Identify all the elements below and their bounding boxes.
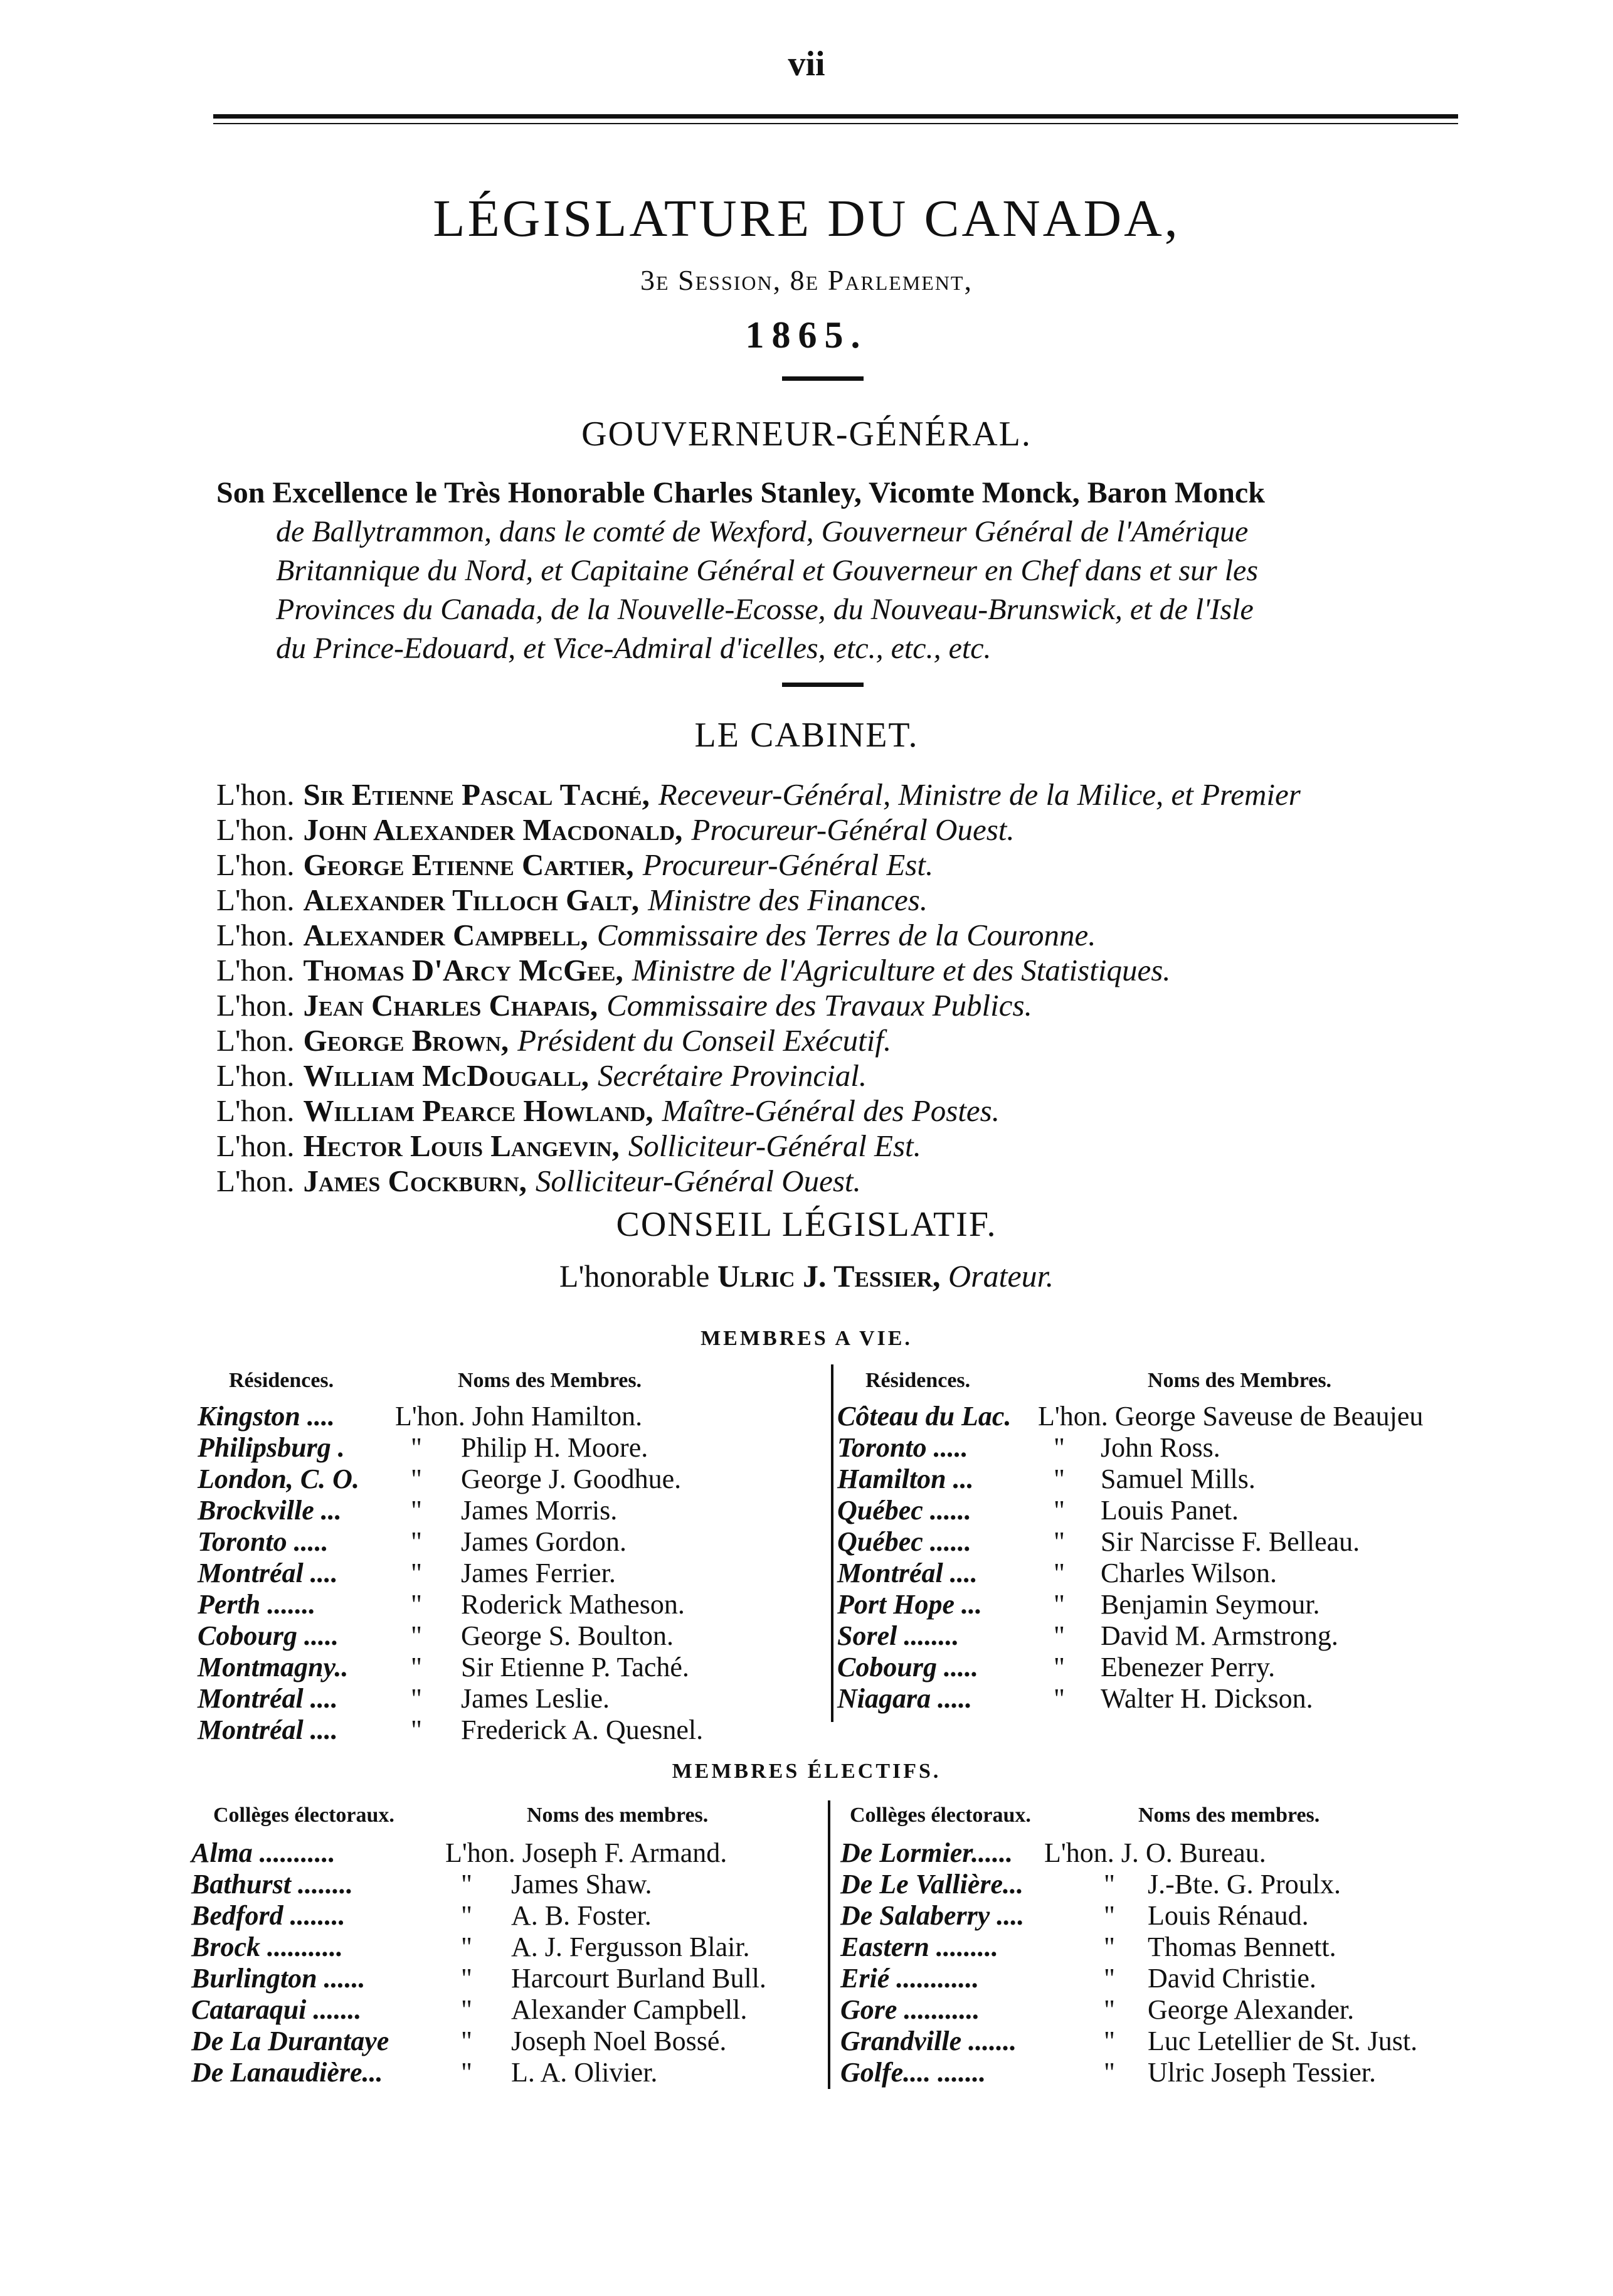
vie-table-right-member: Benjamin Seymour. bbox=[1101, 1589, 1320, 1620]
ditto-mark: " bbox=[1104, 1869, 1115, 1900]
top-rule-thick bbox=[213, 114, 1458, 119]
ditto-mark: " bbox=[411, 1589, 422, 1620]
elec-table-right-place: Golfe.... ....... bbox=[840, 2057, 986, 2088]
ditto-mark: " bbox=[1054, 1558, 1065, 1588]
vie-table-right-place: Québec ...... bbox=[837, 1526, 971, 1557]
elec-table-right-member: J.-Bte. G. Proulx. bbox=[1148, 1869, 1341, 1900]
cabinet-member-role: Procureur-Général Est. bbox=[642, 848, 934, 882]
cabinet-hon: L'hon. bbox=[216, 848, 295, 882]
cabinet-member-row bbox=[216, 1093, 1565, 1129]
document-title: LÉGISLATURE DU CANADA, bbox=[433, 189, 1180, 248]
ditto-mark: " bbox=[411, 1495, 422, 1526]
governor-line: Britannique du Nord, et Capitaine Général et Gouverneur en Chef dans et sur les bbox=[276, 554, 1259, 587]
ditto-mark: " bbox=[1054, 1432, 1065, 1463]
vie-table-right-place: Montréal .... bbox=[837, 1558, 978, 1588]
orateur-prefix: L'honorable bbox=[559, 1258, 710, 1294]
elec-table-left-member: A. J. Fergusson Blair. bbox=[511, 1932, 750, 1962]
vie-table-left-member: Sir Etienne P. Taché. bbox=[461, 1652, 689, 1682]
cabinet-member-role: Secrétaire Provincial. bbox=[598, 1058, 867, 1093]
governor-line: du Prince-Edouard, et Vice-Admiral d'icelles, etc., etc., etc. bbox=[276, 632, 992, 665]
vie-table-left-place: Philipsburg . bbox=[198, 1432, 345, 1463]
ditto-mark: " bbox=[411, 1526, 422, 1557]
cabinet-member-name: Alexander Campbell, bbox=[303, 918, 588, 952]
ditto-mark: " bbox=[1104, 1932, 1115, 1962]
ditto-mark: " bbox=[1104, 1994, 1115, 2025]
cabinet-hon: L'hon. bbox=[216, 812, 295, 847]
cabinet-member-role: Maître-Général des Postes. bbox=[662, 1093, 1000, 1128]
cabinet-hon: L'hon. bbox=[216, 883, 295, 917]
cabinet-hon: L'hon. bbox=[216, 1058, 295, 1093]
elec-table-left-member: L'hon. Joseph F. Armand. bbox=[445, 1837, 727, 1868]
cabinet-member-name: Thomas D'Arcy McGee, bbox=[303, 953, 623, 987]
elec-table-left-member: Harcourt Burland Bull. bbox=[511, 1963, 766, 1994]
vie-table-left-place: Montréal .... bbox=[198, 1714, 338, 1745]
ditto-mark: " bbox=[411, 1558, 422, 1588]
vie-table-right-place: Niagara ..... bbox=[837, 1683, 973, 1714]
vie-table-right-place: Québec ...... bbox=[837, 1495, 971, 1526]
elec-table-right-member: Ulric Joseph Tessier. bbox=[1148, 2057, 1376, 2088]
governor-line: de Ballytrammon, dans le comté de Wexford, Gouverneur Général de l'Amérique bbox=[276, 515, 1249, 548]
elec-left-names-header: Noms des membres. bbox=[527, 1804, 709, 1827]
cabinet-member-name: John Alexander Macdonald, bbox=[303, 812, 683, 847]
vie-right-residence-header: Résidences. bbox=[865, 1369, 971, 1392]
vie-table-right-place: Côteau du Lac. bbox=[837, 1401, 1012, 1432]
elec-table-left-member: L. A. Olivier. bbox=[511, 2057, 658, 2088]
cabinet-member-row bbox=[216, 777, 1565, 812]
elec-table-left-member: James Shaw. bbox=[511, 1869, 652, 1900]
cabinet-member-name: James Cockburn, bbox=[303, 1164, 527, 1198]
vie-table-right-member: John Ross. bbox=[1101, 1432, 1220, 1463]
ditto-mark: " bbox=[461, 1869, 472, 1900]
vie-table-left-place: Perth ....... bbox=[198, 1589, 316, 1620]
vie-table-left-place: Brockville ... bbox=[198, 1495, 342, 1526]
cabinet-member-role: Solliciteur-Général Est. bbox=[628, 1129, 921, 1163]
elec-table-right-member: George Alexander. bbox=[1148, 1994, 1355, 2025]
elec-table-right-place: Erié ............ bbox=[840, 1963, 980, 1994]
orateur-line bbox=[0, 1258, 1613, 1294]
vie-table-left-member: George S. Boulton. bbox=[461, 1620, 674, 1651]
cabinet-member-row bbox=[216, 1163, 1565, 1199]
elec-left-college-header: Collèges électoraux. bbox=[213, 1804, 394, 1827]
cabinet-member-name: Alexander Tilloch Galt, bbox=[303, 883, 640, 917]
divider-rule-1 bbox=[782, 376, 864, 381]
elec-table-left-place: De Lanaudière... bbox=[191, 2057, 383, 2088]
cabinet-member-role: Président du Conseil Exécutif. bbox=[517, 1023, 892, 1058]
ditto-mark: " bbox=[1054, 1464, 1065, 1494]
governor-line: Provinces du Canada, de la Nouvelle-Ecosse, du Nouveau-Brunswick, et de l'Isle bbox=[276, 593, 1254, 626]
cabinet-member-row bbox=[216, 1023, 1565, 1058]
vie-table-left-place: Kingston .... bbox=[198, 1401, 335, 1432]
elec-table-left-place: Alma ........... bbox=[191, 1837, 336, 1868]
vie-table-right-member: Sir Narcisse F. Belleau. bbox=[1101, 1526, 1360, 1557]
vie-table-right-member: L'hon. George Saveuse de Beaujeu bbox=[1038, 1401, 1424, 1432]
vie-table-right-place: Toronto ..... bbox=[837, 1432, 968, 1463]
elec-table-right-place: Grandville ....... bbox=[840, 2026, 1017, 2056]
governor-line: Son Excellence le Très Honorable Charles Stanley, Vicomte Monck, Baron Monck bbox=[216, 476, 1265, 509]
ditto-mark: " bbox=[461, 2057, 472, 2088]
elec-table-right-place: De Salaberry .... bbox=[840, 1900, 1025, 1931]
vie-table-left-member: James Leslie. bbox=[461, 1683, 610, 1714]
electifs-column-divider bbox=[828, 1800, 830, 2089]
cabinet-member-name: William McDougall, bbox=[303, 1058, 590, 1093]
elec-table-right-member: L'hon. J. O. Bureau. bbox=[1044, 1837, 1266, 1868]
vie-table-left-member: James Ferrier. bbox=[461, 1558, 616, 1588]
elec-table-left-place: Burlington ...... bbox=[191, 1963, 366, 1994]
ditto-mark: " bbox=[411, 1714, 422, 1745]
elec-table-right-place: Gore ........... bbox=[840, 1994, 980, 2025]
ditto-mark: " bbox=[1054, 1589, 1065, 1620]
vie-table-left-member: Frederick A. Quesnel. bbox=[461, 1714, 704, 1745]
governor-heading: GOUVERNEUR-GÉNÉRAL. bbox=[581, 415, 1032, 454]
cabinet-hon: L'hon. bbox=[216, 1093, 295, 1128]
vie-table-right-member: Samuel Mills. bbox=[1101, 1464, 1256, 1494]
vie-table-left-place: Montréal .... bbox=[198, 1558, 338, 1588]
cabinet-member-row bbox=[216, 1058, 1565, 1093]
page-number: vii bbox=[788, 45, 825, 83]
ditto-mark: " bbox=[461, 1994, 472, 2025]
cabinet-hon: L'hon. bbox=[216, 918, 295, 952]
cabinet-member-row bbox=[216, 882, 1565, 918]
ditto-mark: " bbox=[411, 1464, 422, 1494]
ditto-mark: " bbox=[1054, 1495, 1065, 1526]
vie-table-left-member: L'hon. John Hamilton. bbox=[395, 1401, 643, 1432]
elec-table-right-member: Luc Letellier de St. Just. bbox=[1148, 2026, 1418, 2056]
ditto-mark: " bbox=[1104, 1900, 1115, 1931]
elec-table-right-member: Thomas Bennett. bbox=[1148, 1932, 1336, 1962]
governor-paragraph bbox=[216, 474, 1471, 668]
cabinet-member-role: Receveur-Général, Ministre de la Milice, et Premier bbox=[658, 777, 1301, 812]
elec-table-left-place: Bathurst ........ bbox=[191, 1869, 353, 1900]
orateur-role: Orateur. bbox=[948, 1258, 1054, 1294]
cabinet-member-role: Solliciteur-Général Ouest. bbox=[535, 1164, 861, 1198]
cabinet-hon: L'hon. bbox=[216, 1164, 295, 1198]
vie-table-left-member: James Morris. bbox=[461, 1495, 618, 1526]
elec-table-right-place: De Lormier...... bbox=[840, 1837, 1013, 1868]
elec-table-left-place: De La Durantaye bbox=[191, 2026, 389, 2056]
cabinet-hon: L'hon. bbox=[216, 1023, 295, 1058]
elec-table-right-member: Louis Rénaud. bbox=[1148, 1900, 1309, 1931]
vie-table-right-place: Sorel ........ bbox=[837, 1620, 960, 1651]
cabinet-member-role: Commissaire des Terres de la Couronne. bbox=[596, 918, 1096, 952]
vie-right-names-header: Noms des Membres. bbox=[1148, 1369, 1332, 1392]
vie-column-divider bbox=[831, 1364, 833, 1722]
elec-table-left-member: A. B. Foster. bbox=[511, 1900, 652, 1931]
ditto-mark: " bbox=[411, 1683, 422, 1714]
top-rule-thin bbox=[213, 123, 1458, 124]
cabinet-member-role: Procureur-Général Ouest. bbox=[691, 812, 1015, 847]
cabinet-heading: LE CABINET. bbox=[694, 716, 919, 755]
elec-table-left-place: Cataraqui ....... bbox=[191, 1994, 362, 2025]
elec-table-right-place: Eastern ......... bbox=[840, 1932, 998, 1962]
cabinet-hon: L'hon. bbox=[216, 953, 295, 987]
vie-table-right-member: Walter H. Dickson. bbox=[1101, 1683, 1313, 1714]
ditto-mark: " bbox=[461, 1963, 472, 1994]
cabinet-member-name: Jean Charles Chapais, bbox=[303, 988, 598, 1023]
ditto-mark: " bbox=[1054, 1652, 1065, 1682]
divider-rule-2 bbox=[782, 683, 864, 687]
vie-table-left-place: Cobourg ..... bbox=[198, 1620, 339, 1651]
conseil-heading: CONSEIL LÉGISLATIF. bbox=[616, 1205, 997, 1244]
ditto-mark: " bbox=[411, 1432, 422, 1463]
vie-left-residence-header: Résidences. bbox=[229, 1369, 334, 1392]
cabinet-member-role: Commissaire des Travaux Publics. bbox=[606, 988, 1032, 1023]
year: 1865. bbox=[745, 314, 868, 356]
cabinet-member-name: Sir Etienne Pascal Taché, bbox=[303, 777, 650, 812]
cabinet-hon: L'hon. bbox=[216, 988, 295, 1023]
cabinet-member-row bbox=[216, 812, 1565, 848]
orateur-name: Ulric J. Tessier, bbox=[717, 1258, 941, 1294]
vie-table-left-place: London, C. O. bbox=[198, 1464, 359, 1494]
elec-table-left-member: Joseph Noel Bossé. bbox=[511, 2026, 727, 2056]
cabinet-member-name: Hector Louis Langevin, bbox=[303, 1129, 620, 1163]
vie-table-left-member: George J. Goodhue. bbox=[461, 1464, 682, 1494]
ditto-mark: " bbox=[1054, 1620, 1065, 1651]
cabinet-member-name: William Pearce Howland, bbox=[303, 1093, 653, 1128]
cabinet-member-role: Ministre des Finances. bbox=[648, 883, 928, 917]
ditto-mark: " bbox=[1104, 1963, 1115, 1994]
ditto-mark: " bbox=[411, 1652, 422, 1682]
session-line: 3e Session, 8e Parlement, bbox=[640, 264, 973, 296]
vie-table-right-member: Louis Panet. bbox=[1101, 1495, 1239, 1526]
cabinet-hon: L'hon. bbox=[216, 777, 295, 812]
cabinet-member-role: Ministre de l'Agriculture et des Statistiques. bbox=[632, 953, 1171, 987]
elec-table-left-place: Brock ........... bbox=[191, 1932, 343, 1962]
elec-table-left-member: Alexander Campbell. bbox=[511, 1994, 748, 2025]
ditto-mark: " bbox=[1104, 2057, 1115, 2088]
vie-table-left-place: Montmagny.. bbox=[198, 1652, 349, 1682]
vie-table-right-place: Port Hope ... bbox=[837, 1589, 982, 1620]
elec-right-names-header: Noms des membres. bbox=[1138, 1804, 1320, 1827]
vie-table-right-place: Hamilton ... bbox=[837, 1464, 974, 1494]
elec-right-college-header: Collèges électoraux. bbox=[850, 1804, 1031, 1827]
vie-table-left-member: Philip H. Moore. bbox=[461, 1432, 648, 1463]
vie-table-left-member: Roderick Matheson. bbox=[461, 1589, 685, 1620]
cabinet-hon: L'hon. bbox=[216, 1129, 295, 1163]
ditto-mark: " bbox=[1104, 2026, 1115, 2056]
cabinet-member-row bbox=[216, 952, 1565, 988]
vie-table-right-member: Charles Wilson. bbox=[1101, 1558, 1277, 1588]
vie-table-left-place: Toronto ..... bbox=[198, 1526, 329, 1557]
membres-electifs-heading: MEMBRES ÉLECTIFS. bbox=[672, 1760, 941, 1783]
vie-table-left-place: Montréal .... bbox=[198, 1683, 338, 1714]
cabinet-member-name: George Brown, bbox=[303, 1023, 509, 1058]
cabinet-member-row bbox=[216, 1128, 1565, 1164]
elec-table-right-place: De Le Vallière... bbox=[840, 1869, 1024, 1900]
cabinet-member-row bbox=[216, 847, 1565, 883]
ditto-mark: " bbox=[1054, 1683, 1065, 1714]
elec-table-right-member: David Christie. bbox=[1148, 1963, 1316, 1994]
vie-left-names-header: Noms des Membres. bbox=[458, 1369, 642, 1392]
vie-table-right-member: David M. Armstrong. bbox=[1101, 1620, 1338, 1651]
vie-table-right-member: Ebenezer Perry. bbox=[1101, 1652, 1276, 1682]
ditto-mark: " bbox=[461, 1932, 472, 1962]
cabinet-member-row bbox=[216, 987, 1565, 1023]
ditto-mark: " bbox=[1054, 1526, 1065, 1557]
elec-table-left-place: Bedford ........ bbox=[191, 1900, 346, 1931]
ditto-mark: " bbox=[461, 1900, 472, 1931]
membres-a-vie-heading: MEMBRES A VIE. bbox=[701, 1327, 912, 1350]
cabinet-member-name: George Etienne Cartier, bbox=[303, 848, 634, 882]
vie-table-right-place: Cobourg ..... bbox=[837, 1652, 978, 1682]
ditto-mark: " bbox=[411, 1620, 422, 1651]
cabinet-member-row bbox=[216, 917, 1565, 953]
ditto-mark: " bbox=[461, 2026, 472, 2056]
vie-table-left-member: James Gordon. bbox=[461, 1526, 627, 1557]
